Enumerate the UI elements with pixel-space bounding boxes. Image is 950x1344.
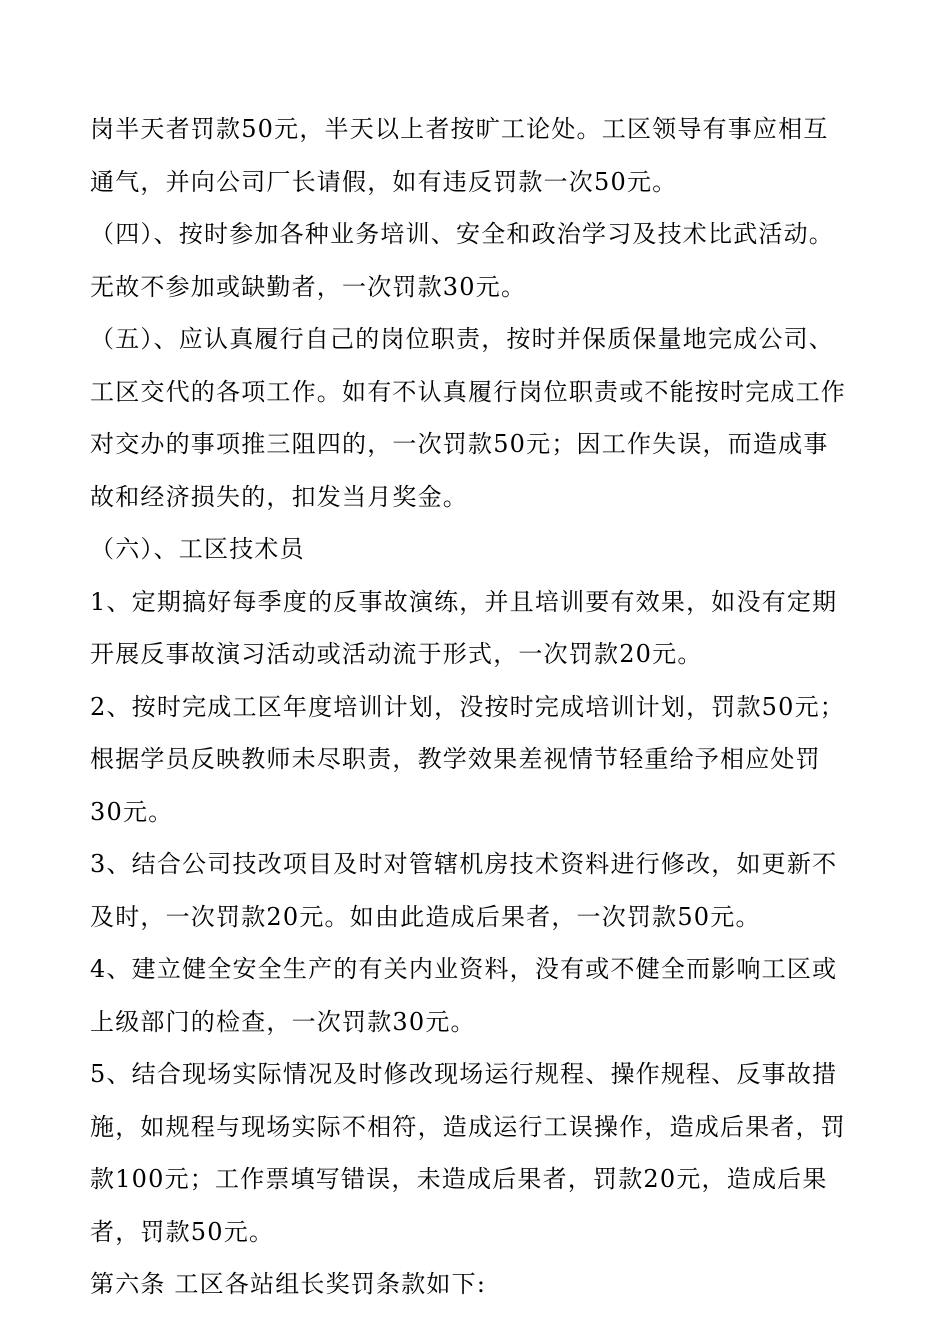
text-line: 1、定期搞好每季度的反事故演练，并且培训要有效果，如没有定期 xyxy=(90,587,838,616)
text-line: （四）、按时参加各种业务培训、安全和政治学习及技术比武活动。 xyxy=(90,220,834,248)
text-line: 款100元；工作票填写错误，未造成后果者，罚款20元，造成后果 xyxy=(90,1165,828,1193)
text-line: 故和经济损失的，扣发当月奖金。 xyxy=(90,482,468,511)
text-line: 30元。 xyxy=(90,797,174,826)
text-line: 3、结合公司技改项目及时对管辖机房技术资料进行修改，如更新不 xyxy=(90,850,838,878)
text-line: 通气，并向公司厂长请假，如有违反罚款一次50元。 xyxy=(90,167,678,196)
text-line: 岗半天者罚款50元，半天以上者按旷工论处。工区领导有事应相互 xyxy=(90,115,829,143)
article-heading: 第六条 工区各站组长奖罚条款如下: xyxy=(90,1270,487,1298)
text-line: 上级部门的检查，一次罚款30元。 xyxy=(90,1007,476,1036)
text-line: 2、按时完成工区年度培训计划，没按时完成培训计划，罚款50元； xyxy=(90,692,846,721)
text-line: 施，如规程与现场实际不相符，造成运行工误操作，造成后果者，罚 xyxy=(90,1112,846,1141)
text-line: 开展反事故演习活动或活动流于形式，一次罚款20元。 xyxy=(90,640,703,668)
text-line: 根据学员反映教师未尽职责，教学效果差视情节轻重给予相应处罚 xyxy=(90,745,821,773)
text-line: 者，罚款50元。 xyxy=(90,1217,275,1246)
text-line: （五）、应认真履行自己的岗位职责，按时并保质保量地完成公司、 xyxy=(90,325,834,353)
text-line: 5、结合现场实际情况及时修改现场运行规程、操作规程、反事故措 xyxy=(90,1060,838,1088)
text-line: 及时，一次罚款20元。如由此造成后果者，一次罚款50元。 xyxy=(90,902,761,931)
text-line: 工区交代的各项工作。如有不认真履行岗位职责或不能按时完成工作 xyxy=(90,377,846,406)
text-line: 对交办的事项推三阻四的，一次罚款50元；因工作失误，而造成事 xyxy=(90,430,829,458)
text-line: 无故不参加或缺勤者，一次罚款30元。 xyxy=(90,272,527,301)
document-body xyxy=(90,103,870,1311)
section-heading: （六）、工区技术员 xyxy=(90,535,305,563)
text-line: 4、建立健全安全生产的有关内业资料，没有或不健全而影响工区或 xyxy=(90,955,838,983)
